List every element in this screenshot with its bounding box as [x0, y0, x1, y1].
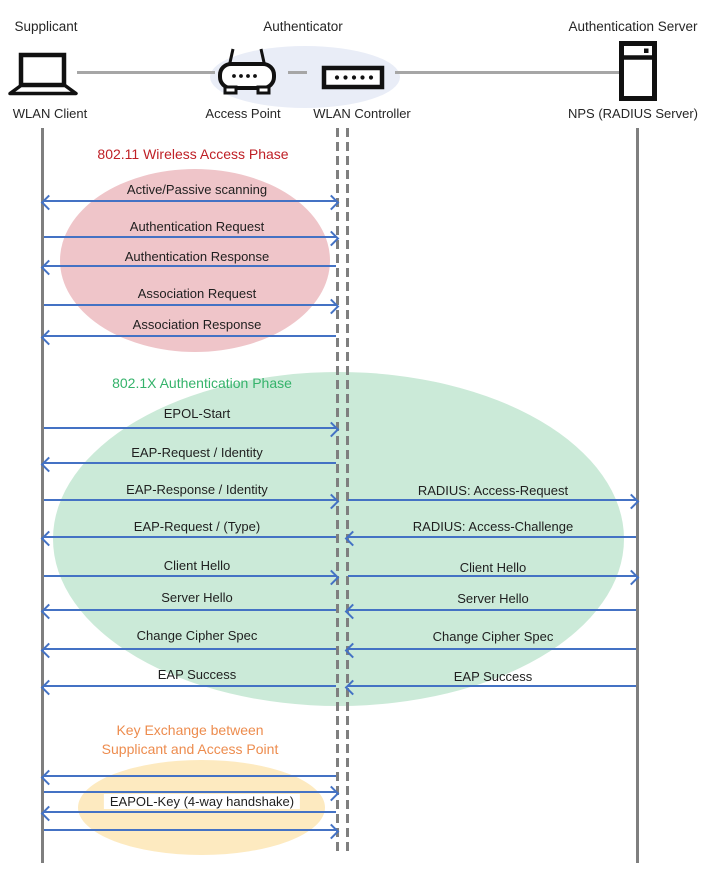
arrow-server-hello-left [44, 609, 336, 611]
arrow-active-passive-scanning [44, 200, 336, 202]
lifeline-wlan-controller-b [346, 128, 349, 856]
node-wlan-controller: WLAN Controller [313, 106, 411, 121]
label-eap-request-identity: EAP-Request / Identity [131, 445, 263, 460]
label-server-hello-left: Server Hello [161, 590, 233, 605]
arrow-client-hello-left [44, 575, 336, 577]
label-client-hello-left: Client Hello [163, 558, 231, 573]
label-eap-request-type: EAP-Request / (Type) [133, 519, 261, 534]
phase3-title-line1: Key Exchange between [116, 722, 264, 738]
label-radius-access-request: RADIUS: Access-Request [417, 483, 569, 498]
label-eap-success-right: EAP Success [453, 669, 533, 684]
phase2-title: 802.1X Authentication Phase [112, 375, 292, 391]
arrow-eap-response-identity [44, 499, 336, 501]
arrow-authentication-request [44, 236, 336, 238]
label-active-passive-scanning: Active/Passive scanning [126, 182, 268, 197]
label-authentication-request: Authentication Request [129, 219, 265, 234]
node-nps-radius: NPS (RADIUS Server) [567, 106, 699, 121]
label-association-request: Association Request [137, 286, 257, 301]
arrow-eap-success-right [348, 685, 636, 687]
arrow-association-response [44, 335, 336, 337]
label-client-hello-right: Client Hello [459, 560, 527, 575]
connector-client-ap [77, 71, 215, 74]
connector-ap-controller [288, 71, 307, 74]
lifeline-wlan-client [41, 128, 44, 863]
label-eap-response-identity: EAP-Response / Identity [126, 482, 268, 497]
lifeline-nps-server [636, 128, 639, 863]
role-authenticator: Authenticator [263, 19, 343, 34]
label-change-cipher-spec-right: Change Cipher Spec [432, 629, 554, 644]
arrow-eap-request-identity [44, 462, 336, 464]
arrow-eapol-key-1 [44, 775, 336, 777]
wlan-controller-icon [321, 64, 385, 90]
arrow-eapol-key-3 [44, 811, 336, 813]
label-association-response: Association Response [132, 317, 262, 332]
node-wlan-client: WLAN Client [12, 106, 88, 121]
role-supplicant: Supplicant [14, 19, 78, 34]
arrow-client-hello-right [348, 575, 636, 577]
access-point-icon [216, 46, 278, 96]
arrow-association-request [44, 304, 336, 306]
connector-controller-server [395, 71, 620, 74]
server-icon [618, 40, 658, 102]
laptop-icon [8, 51, 78, 98]
label-eap-success-left: EAP Success [157, 667, 237, 682]
label-change-cipher-spec-left: Change Cipher Spec [136, 628, 258, 643]
phase1-title: 802.11 Wireless Access Phase [97, 146, 289, 162]
arrow-authentication-response [44, 265, 336, 267]
label-radius-access-challenge: RADIUS: Access-Challenge [412, 519, 574, 534]
arrow-eapol-key-4 [44, 829, 336, 831]
phase3-title-line2: Supplicant and Access Point [101, 741, 279, 757]
arrow-eap-request-type [44, 536, 336, 538]
arrow-radius-access-challenge [348, 536, 636, 538]
arrow-eapol-key-2 [44, 791, 336, 793]
label-epol-start: EPOL-Start [163, 406, 231, 421]
label-eapol-key-handshake: EAPOL-Key (4-way handshake) [104, 794, 300, 809]
label-authentication-response: Authentication Response [124, 249, 270, 264]
arrow-radius-access-request [348, 499, 636, 501]
arrow-server-hello-right [348, 609, 636, 611]
label-server-hello-right: Server Hello [457, 591, 529, 606]
node-access-point: Access Point [205, 106, 281, 121]
arrow-eap-success-left [44, 685, 336, 687]
role-authentication-server: Authentication Server [568, 19, 698, 34]
arrow-change-cipher-spec-right [348, 648, 636, 650]
arrow-epol-start [44, 427, 336, 429]
arrow-change-cipher-spec-left [44, 648, 336, 650]
